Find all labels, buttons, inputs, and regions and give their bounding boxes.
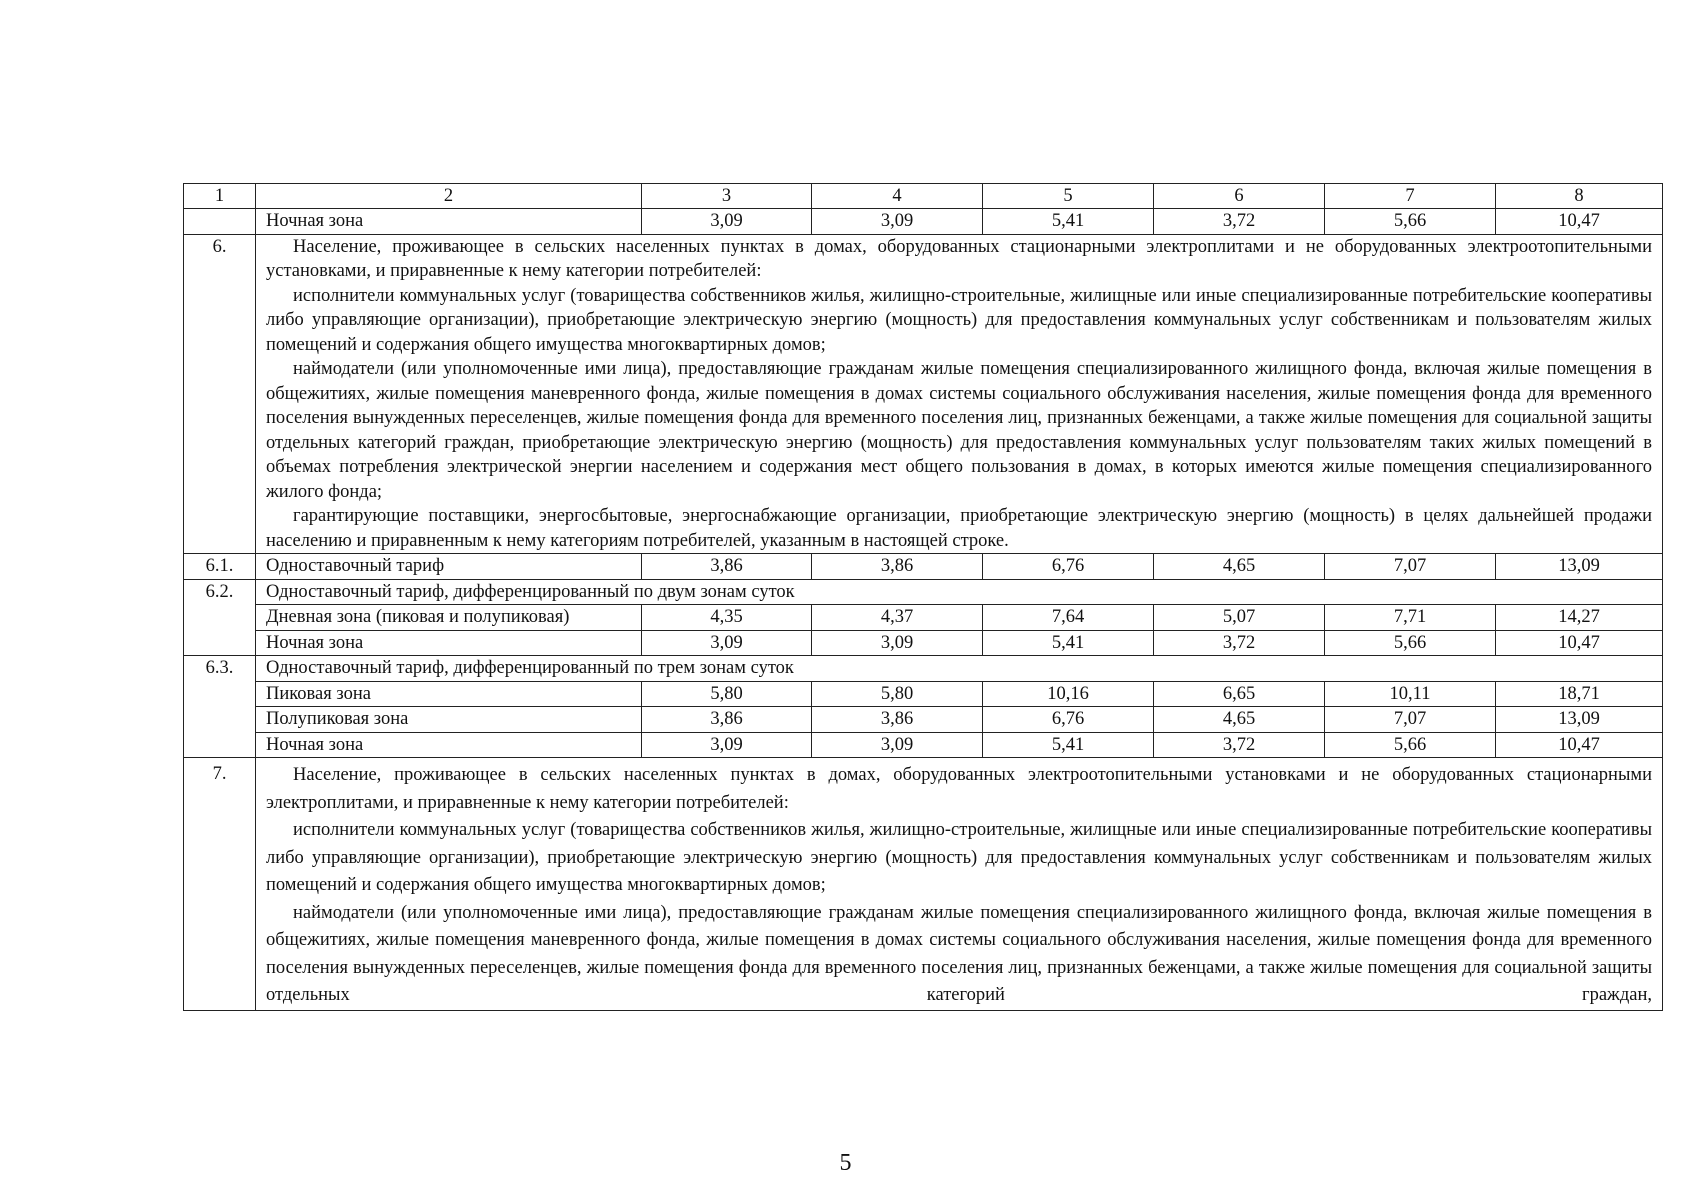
value-cell: 5,41	[983, 732, 1154, 758]
paragraph: гарантирующие поставщики, энергосбытовые, энергоснабжающие организации, приобретающие электрическую энергию (мощность) в целях дальнейшей продажи населению и приравненным к нему категориям потребителей, указанным в настоящей строке.	[266, 506, 1652, 551]
value-cell: 10,47	[1496, 732, 1663, 758]
value-cell: 3,09	[812, 732, 983, 758]
value-cell: 5,80	[642, 681, 812, 707]
col-header: 6	[1154, 184, 1325, 209]
row-label: Одноставочный тариф	[256, 554, 642, 580]
col-header: 2	[256, 184, 642, 209]
value-cell: 6,65	[1154, 681, 1325, 707]
value-cell: 3,72	[1154, 732, 1325, 758]
table-row	[184, 579, 1663, 605]
col-header: 1	[184, 184, 256, 209]
value-cell: 5,80	[812, 681, 983, 707]
value-cell: 5,66	[1325, 209, 1496, 235]
row-index	[184, 681, 256, 707]
row-index: 7.	[184, 758, 256, 1011]
value-cell: 3,09	[642, 732, 812, 758]
value-cell: 3,09	[812, 630, 983, 656]
value-cell: 14,27	[1496, 605, 1663, 631]
value-cell: 6,76	[983, 554, 1154, 580]
paragraph: исполнители коммунальных услуг (товарищества собственников жилья, жилищно-строительные, жилищные или иные специализированные потребительские кооперативы либо управляющие организации), приобретающие электрическую энергию (мощность) для предоставления коммунальных услуг собственникам и пользователям жилых помещений и содержания общего имущества многоквартирных домов;	[266, 820, 1652, 895]
tariff-table	[183, 183, 1663, 1011]
value-cell: 3,09	[812, 209, 983, 235]
row-label: Полупиковая зона	[256, 707, 642, 733]
value-cell: 3,72	[1154, 209, 1325, 235]
col-header: 8	[1496, 184, 1663, 209]
row-index: 6.3.	[184, 656, 256, 682]
value-cell: 5,66	[1325, 732, 1496, 758]
row-index	[184, 732, 256, 758]
value-cell: 10,16	[983, 681, 1154, 707]
table-row	[184, 732, 1663, 758]
value-cell: 10,11	[1325, 681, 1496, 707]
value-cell: 7,71	[1325, 605, 1496, 631]
row-label: Пиковая зона	[256, 681, 642, 707]
section-6-text	[256, 234, 1663, 554]
value-cell: 5,41	[983, 209, 1154, 235]
value-cell: 10,47	[1496, 630, 1663, 656]
row-index	[184, 605, 256, 631]
col-header: 3	[642, 184, 812, 209]
row-index: 6.1.	[184, 554, 256, 580]
paragraph: наймодатели (или уполномоченные ими лица), предоставляющие гражданам жилые помещения специализированного жилищного фонда, включая жилые помещения в общежитиях, жилые помещения маневренного фонда, жилые помещения в домах системы социального обслуживания населения, жилые помещения фонда для временного поселения вынужденных переселенцев, жилые помещения фонда для временного поселения лиц, признанных беженцами, а также жилые помещения для социальной защиты отдельных категорий граждан, приобретающие электрическую энергию (мощность) для предоставления коммунальных услуг пользователям таких жилых помещений в объемах потребления электрической энергии населением и содержания мест общего пользования в домах, в которых имеются жилые помещения специализированного жилого фонда;	[266, 359, 1652, 502]
value-cell: 13,09	[1496, 707, 1663, 733]
value-cell: 6,76	[983, 707, 1154, 733]
section-7-text	[256, 758, 1663, 1011]
row-label: Ночная зона	[256, 630, 642, 656]
table-row	[184, 656, 1663, 682]
value-cell: 3,86	[642, 707, 812, 733]
column-number-row	[184, 184, 1663, 209]
section-7-description-row	[184, 758, 1663, 1011]
col-header: 5	[983, 184, 1154, 209]
value-cell: 3,86	[642, 554, 812, 580]
value-cell: 7,07	[1325, 707, 1496, 733]
value-cell: 3,09	[642, 630, 812, 656]
value-cell: 3,72	[1154, 630, 1325, 656]
row-index: 6.2.	[184, 579, 256, 605]
table-row	[184, 554, 1663, 580]
table-row	[184, 209, 1663, 235]
value-cell: 7,07	[1325, 554, 1496, 580]
table-row	[184, 605, 1663, 631]
value-cell: 7,64	[983, 605, 1154, 631]
section-6-description-row	[184, 234, 1663, 554]
value-cell: 10,47	[1496, 209, 1663, 235]
paragraph: исполнители коммунальных услуг (товарищества собственников жилья, жилищно-строительные, жилищные или иные специализированные потребительские кооперативы либо управляющие организации), приобретающие электрическую энергию (мощность) для предоставления коммунальных услуг собственникам и пользователям жилых помещений и содержания общего имущества многоквартирных домов;	[266, 285, 1652, 355]
value-cell: 13,09	[1496, 554, 1663, 580]
row-index	[184, 707, 256, 733]
col-header: 7	[1325, 184, 1496, 209]
table-row	[184, 681, 1663, 707]
row-index	[184, 209, 256, 235]
row-label: Одноставочный тариф, дифференцированный по трем зонам суток	[256, 656, 1663, 682]
value-cell: 3,86	[812, 554, 983, 580]
value-cell: 5,66	[1325, 630, 1496, 656]
page-number: 5	[839, 1150, 852, 1176]
paragraph: наймодатели (или уполномоченные ими лица), предоставляющие гражданам жилые помещения специализированного жилищного фонда, включая жилые помещения в общежитиях, жилые помещения маневренного фонда, жилые помещения в домах системы социального обслуживания населения, жилые помещения фонда для временного поселения вынужденных переселенцев, жилые помещения фонда для временного поселения лиц, признанных беженцами, а также жилые помещения для социальной защиты отдельных категорий граждан,	[266, 902, 1652, 1005]
row-index	[184, 630, 256, 656]
value-cell: 18,71	[1496, 681, 1663, 707]
value-cell: 5,41	[983, 630, 1154, 656]
paragraph: Население, проживающее в сельских населенных пунктах в домах, оборудованных стационарными электроплитами и не оборудованных электроотопительными установками, и приравненные к нему категории потребителей:	[266, 236, 1652, 281]
value-cell: 3,09	[642, 209, 812, 235]
row-label: Одноставочный тариф, дифференцированный по двум зонам суток	[256, 579, 1663, 605]
value-cell: 5,07	[1154, 605, 1325, 631]
table-row	[184, 630, 1663, 656]
value-cell: 4,37	[812, 605, 983, 631]
col-header: 4	[812, 184, 983, 209]
row-label: Дневная зона (пиковая и полупиковая)	[256, 605, 642, 631]
value-cell: 4,65	[1154, 707, 1325, 733]
row-label: Ночная зона	[256, 732, 642, 758]
table-row	[184, 707, 1663, 733]
value-cell: 4,35	[642, 605, 812, 631]
value-cell: 3,86	[812, 707, 983, 733]
value-cell: 4,65	[1154, 554, 1325, 580]
paragraph: Население, проживающее в сельских населенных пунктах в домах, оборудованных электроотопительными установками и не оборудованных стационарными электроплитами, и приравненные к нему категории потребителей:	[266, 765, 1652, 813]
row-label: Ночная зона	[256, 209, 642, 235]
row-index: 6.	[184, 234, 256, 554]
